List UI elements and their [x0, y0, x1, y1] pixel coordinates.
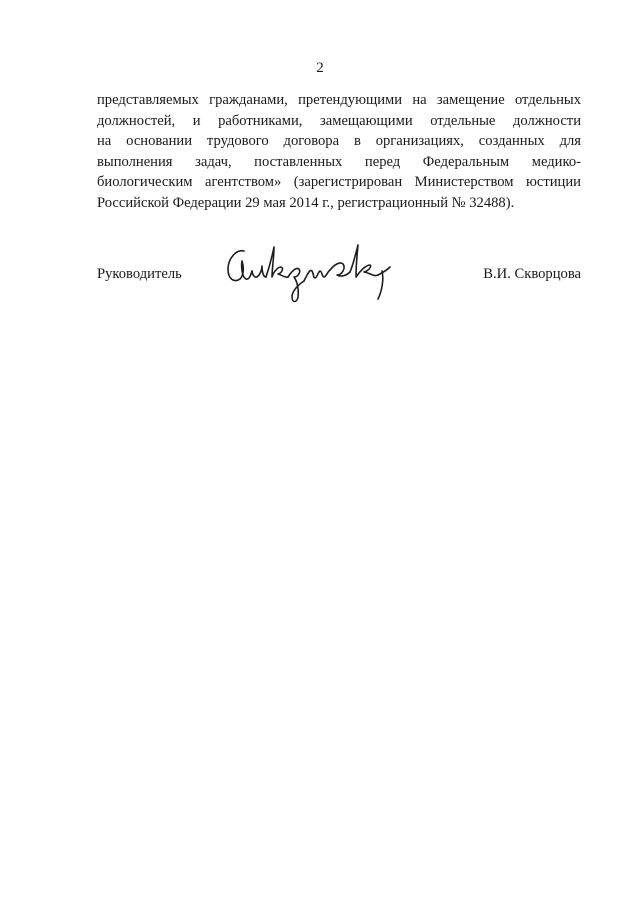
body-line-1: представляемых гражданами, претендующими на замещение отдельных: [97, 92, 581, 108]
body-paragraph: [97, 90, 581, 214]
handwritten-signature: [222, 237, 402, 307]
body-line-2: должностей, и работниками, замещающими отдельные должности: [97, 112, 581, 129]
body-line-4: выполнения задач, поставленных перед Федеральным медико-: [97, 153, 581, 170]
body-line-5: биологическим агентством» (зарегистрирован Министерством юстиции: [97, 174, 581, 191]
signatory-name: В.И. Скворцова: [483, 266, 581, 282]
page-number: 2: [316, 60, 324, 76]
body-line-3: на основании трудового договора в организациях, созданных для: [97, 133, 581, 150]
body-line-6: Российской Федерации 29 мая 2014 г., регистрационный № 32488).: [97, 194, 515, 211]
signatory-role: Руководитель: [97, 266, 182, 282]
